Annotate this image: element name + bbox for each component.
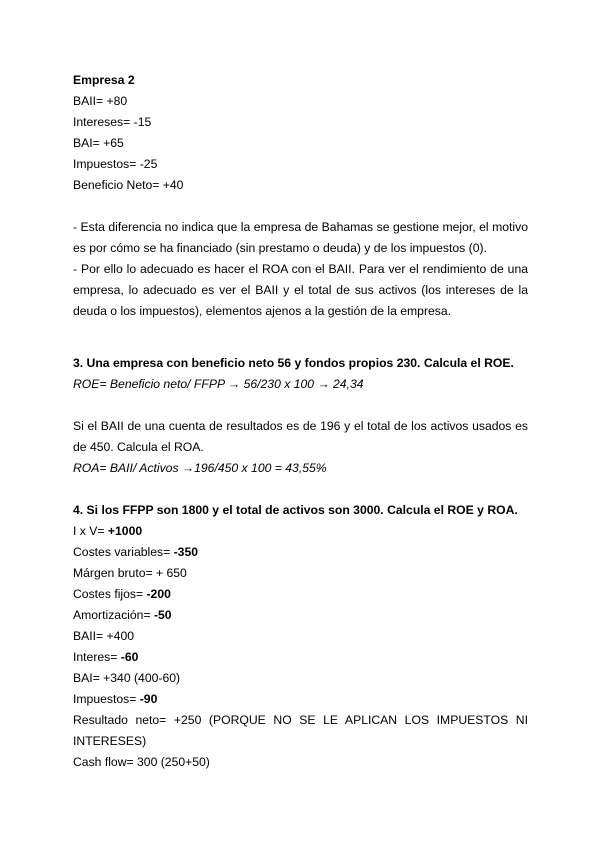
q4-row-value: -350 bbox=[173, 545, 199, 559]
q3-heading: 3. Una empresa con beneficio neto 56 y fondos propios 230. Calcula el ROE. bbox=[73, 356, 514, 370]
empresa2-line: Impuestos= -25 bbox=[73, 157, 158, 171]
q4-row-label: BAI= bbox=[73, 671, 104, 685]
q4-row-label: Márgen bruto= bbox=[73, 566, 156, 580]
q4-row-value: +1000 bbox=[107, 524, 143, 538]
q4-row bbox=[73, 689, 528, 710]
q4-row-label: I x V= bbox=[73, 524, 108, 538]
q4-row-label: Impuestos= bbox=[73, 692, 140, 706]
empresa2-line: BAII= +80 bbox=[73, 94, 128, 108]
empresa2-title: Empresa 2 bbox=[73, 73, 135, 87]
spacer bbox=[73, 343, 528, 353]
q4-row-value: +400 bbox=[106, 629, 134, 643]
q4-row-label: Amortización= bbox=[73, 608, 154, 622]
q4-row bbox=[73, 584, 528, 605]
note-paragraph: - Esta diferencia no indica que la empresa de Bahamas se gestione mejor, el motivo es por cómo se ha financiado (sin prestamo o deuda) y de los impuestos (0). bbox=[73, 220, 528, 255]
empresa2-line: BAI= +65 bbox=[73, 136, 124, 150]
q4-row bbox=[73, 605, 528, 626]
q4-resultado-neto: Resultado neto= +250 (PORQUE NO SE LE APLICAN LOS IMPUESTOS NI INTERESES) bbox=[73, 713, 528, 748]
q4-row bbox=[73, 626, 528, 647]
q3-roe-formula: ROE= Beneficio neto/ FFPP → 56/230 x 100 → 24,34 bbox=[73, 377, 364, 391]
q4-row bbox=[73, 647, 528, 668]
q4-row-value: -90 bbox=[139, 692, 158, 706]
q4-heading: 4. Si los FFPP son 1800 y el total de activos son 3000. Calcula el ROE y ROA. bbox=[73, 503, 518, 517]
q4-row bbox=[73, 521, 528, 542]
empresa2-line: Intereses= -15 bbox=[73, 115, 152, 129]
q4-row-value: -200 bbox=[146, 587, 171, 601]
spacer bbox=[73, 395, 528, 416]
q4-row-value: -50 bbox=[153, 608, 172, 622]
q4-row-value: + 650 bbox=[156, 566, 187, 580]
spacer bbox=[73, 479, 528, 500]
q4-row bbox=[73, 542, 528, 563]
q4-row-value: -60 bbox=[120, 650, 139, 664]
q4-row-label: Costes fijos= bbox=[73, 587, 147, 601]
empresa2-line: Beneficio Neto= +40 bbox=[73, 178, 184, 192]
q4-row bbox=[73, 668, 528, 689]
spacer bbox=[73, 196, 528, 217]
q4-row-label: Costes variables= bbox=[73, 545, 174, 559]
document-page bbox=[73, 70, 528, 773]
q4-cash-flow: Cash flow= 300 (250+50) bbox=[73, 755, 210, 769]
spacer bbox=[73, 322, 528, 343]
note-paragraph: - Por ello lo adecuado es hacer el ROA con el BAII. Para ver el rendimiento de una empresa, lo adecuado es ver el BAII y el total de sus activos (los intereses de la deuda o los impuestos), elementos ajenos a la gestión de la empresa. bbox=[73, 262, 528, 318]
q4-row bbox=[73, 563, 528, 584]
q4-row-value: +340 (400-60) bbox=[103, 671, 181, 685]
q4-row-label: Interes= bbox=[73, 650, 121, 664]
q4-row-label: BAII= bbox=[73, 629, 107, 643]
q3-roa-formula: ROA= BAII/ Activos →196/450 x 100 = 43,55% bbox=[73, 461, 327, 475]
q3-roa-question: Si el BAII de una cuenta de resultados es de 196 y el total de los activos usados es de 450. Calcula el ROA. bbox=[73, 419, 528, 454]
